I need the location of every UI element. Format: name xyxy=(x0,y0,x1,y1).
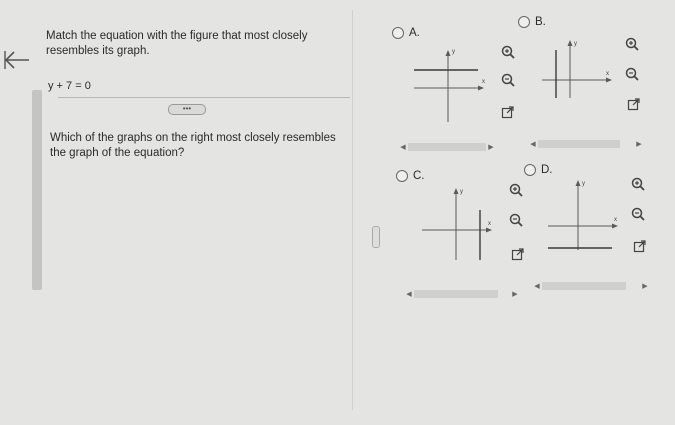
subquestion-text: Which of the graphs on the right most closely resembles the graph of the equation? xyxy=(50,132,336,159)
choice-a-label: A. xyxy=(409,27,420,39)
panel-divider xyxy=(352,10,353,410)
graph-c-scrollbar[interactable] xyxy=(404,288,534,300)
zoom-in-icon[interactable] xyxy=(508,182,524,198)
scroll-left-icon[interactable]: ◀ xyxy=(406,291,412,298)
zoom-in-icon[interactable] xyxy=(630,176,646,192)
zoom-in-icon[interactable] xyxy=(500,44,516,60)
choice-b[interactable] xyxy=(518,16,546,28)
scroll-left-icon[interactable]: ◀ xyxy=(530,141,536,148)
graph-a-scrollbar[interactable] xyxy=(398,141,498,153)
equation: y + 7 = 0 xyxy=(48,80,91,92)
graph-a-x-label: x xyxy=(482,79,485,85)
graph-d xyxy=(546,180,618,254)
question-prompt: Match the equation with the figure that most closely resembles its graph. xyxy=(46,30,308,57)
external-link-icon[interactable] xyxy=(626,96,642,112)
graph-c-x-label: x xyxy=(488,221,491,227)
graph-d-y-label: y xyxy=(582,181,585,187)
scroll-thumb[interactable] xyxy=(408,143,486,151)
graph-b-scrollbar[interactable] xyxy=(528,138,658,150)
graph-c xyxy=(420,188,492,262)
back-arrow-icon[interactable] xyxy=(2,48,32,72)
choice-c[interactable] xyxy=(396,170,425,182)
choice-c-label: C. xyxy=(413,170,425,182)
scroll-thumb[interactable] xyxy=(538,140,620,148)
scroll-right-icon[interactable]: ▶ xyxy=(642,283,648,290)
graph-c-y-label: y xyxy=(460,189,463,195)
scroll-left-icon[interactable]: ◀ xyxy=(400,144,406,151)
radio-choice-a[interactable] xyxy=(392,27,404,39)
choice-a[interactable] xyxy=(392,27,420,39)
graph-b xyxy=(540,40,612,114)
graph-a xyxy=(412,50,484,124)
external-link-icon[interactable] xyxy=(500,104,516,120)
radio-choice-c[interactable] xyxy=(396,170,408,182)
graph-d-scrollbar[interactable] xyxy=(532,280,662,292)
scroll-right-icon[interactable]: ▶ xyxy=(488,144,494,151)
more-button[interactable]: ••• xyxy=(168,104,206,115)
choice-b-label: B. xyxy=(535,16,546,28)
scroll-thumb[interactable] xyxy=(542,282,626,290)
radio-choice-d[interactable] xyxy=(524,164,536,176)
zoom-in-icon[interactable] xyxy=(624,36,640,52)
scroll-left-icon[interactable]: ◀ xyxy=(534,283,540,290)
pane-resize-handle[interactable] xyxy=(372,226,380,248)
zoom-out-icon[interactable] xyxy=(508,212,524,228)
choice-d[interactable] xyxy=(524,164,553,176)
radio-choice-b[interactable] xyxy=(518,16,530,28)
scroll-right-icon[interactable]: ▶ xyxy=(636,141,642,148)
choice-d-label: D. xyxy=(541,164,553,176)
left-panel-scrollbar[interactable] xyxy=(32,90,42,290)
scroll-thumb[interactable] xyxy=(414,290,498,298)
graph-b-y-label: y xyxy=(574,41,577,47)
zoom-out-icon[interactable] xyxy=(624,66,640,82)
zoom-out-icon[interactable] xyxy=(500,72,516,88)
zoom-out-icon[interactable] xyxy=(630,206,646,222)
section-divider xyxy=(58,97,350,98)
graph-b-x-label: x xyxy=(606,71,609,77)
external-link-icon[interactable] xyxy=(510,246,526,262)
graph-a-y-label: y xyxy=(452,49,455,55)
graph-d-x-label: x xyxy=(614,217,617,223)
external-link-icon[interactable] xyxy=(632,238,648,254)
scroll-right-icon[interactable]: ▶ xyxy=(512,291,518,298)
